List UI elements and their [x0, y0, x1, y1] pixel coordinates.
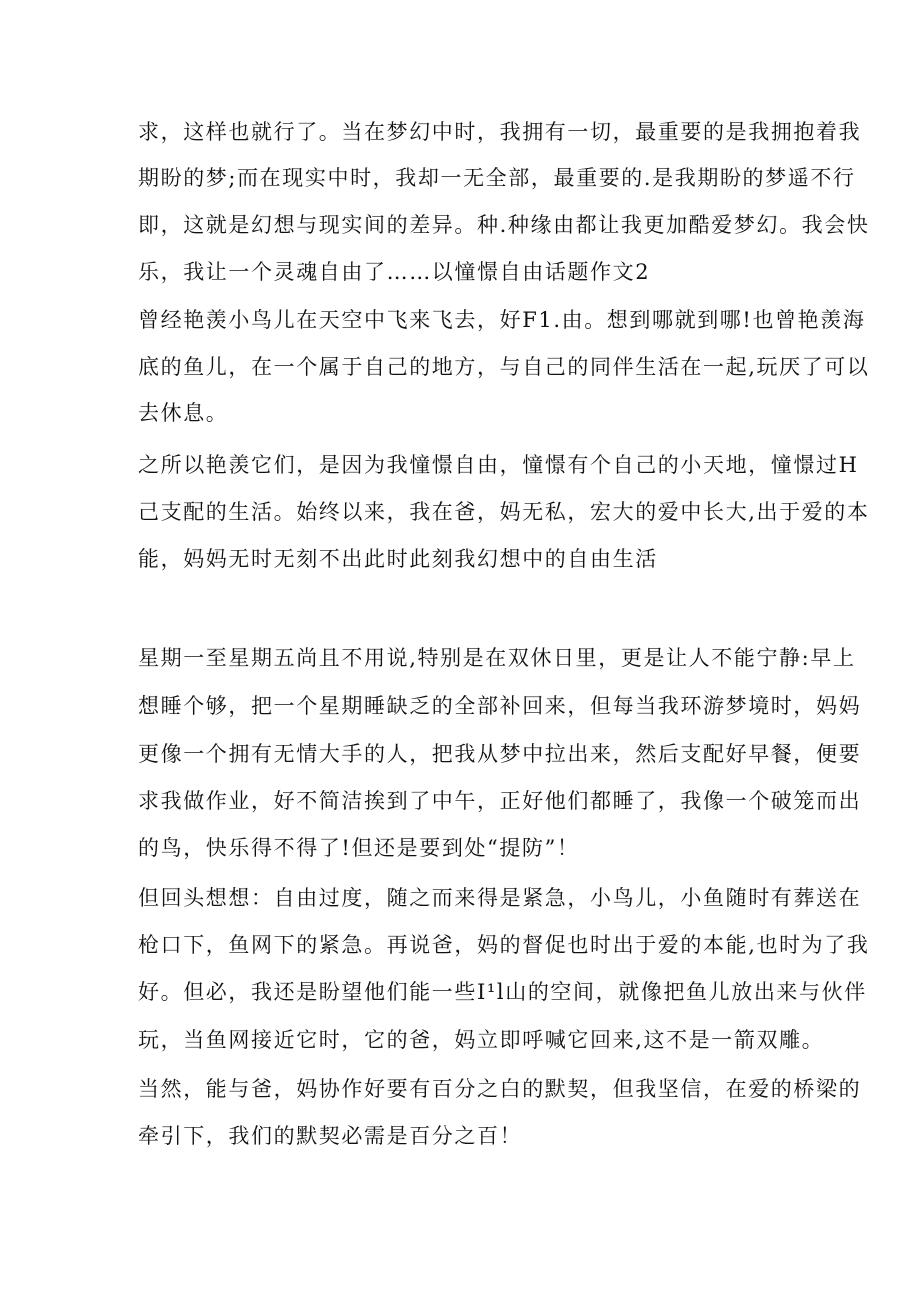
text-line: 去休息。: [138, 401, 229, 425]
text-line: 牵引下，我们的默契必需是百分之百！: [138, 1124, 523, 1148]
text-line: 好。但必，我还是盼望他们能一些I¹l山的空间，就像把鱼儿放出来与伙伴: [138, 980, 867, 1004]
text-line: 求，这样也就行了。当在梦幻中时，我拥有一切，最重要的是我拥抱着我: [138, 120, 862, 144]
text-line: 枪口下，鱼网下的紧急。再说爸，妈的督促也时出于爱的本能,也时为了我: [138, 933, 870, 957]
text-line: 己支配的生活。始终以来，我在爸，妈无私，宏大的爱中长大,出于爱的本: [138, 500, 870, 524]
text-line: 求我做作业，好不简洁挨到了中午，正好他们都睡了，我像一个破笼而出: [138, 789, 862, 813]
text-line: 更像一个拥有无情大手的人，把我从梦中拉出来，然后支配好早餐，便要: [138, 742, 862, 766]
text-line: 星期一至星期五尚且不用说,特别是在双休日里，更是让人不能宁静:早上: [138, 646, 856, 670]
text-line: 之所以艳羡它们，是因为我憧憬自由，憧憬有个自己的小天地，憧憬过H: [138, 453, 859, 477]
text-line: 当然，能与爸，妈协作好要有百分之白的默契，但我坚信，在爱的桥梁的: [138, 1077, 862, 1101]
text-line: 的鸟，快乐得不得了!但还是要到处“提防”！: [138, 836, 580, 860]
text-line: 想睡个够，把一个星期睡缺乏的全部补回来，但每当我环游梦境时，妈妈: [138, 694, 862, 718]
text-line: 曾经艳羡小鸟儿在天空中飞来飞去，好F1.由。想到哪就到哪!也曾艳羡海: [138, 308, 866, 332]
text-line: 乐，我让一个灵魂自由了……以憧憬自由话题作文2: [138, 260, 651, 284]
text-line: 但回头想想：自由过度，随之而来得是紧急，小鸟儿，小鱼随时有葬送在: [138, 886, 862, 910]
text-line: 期盼的梦;而在现实中时，我却一无全部，最重要的.是我期盼的梦遥不行: [138, 166, 856, 190]
text-line: 玩，当鱼网接近它时，它的爸，妈立即呼喊它回来,这不是一箭双雕。: [138, 1028, 825, 1052]
text-line: 即，这就是幻想与现实间的差异。种.种缘由都让我更加酷爱梦幻。我会快: [138, 213, 870, 237]
text-line: 底的鱼儿，在一个属于自己的地方，与自己的同伴生活在一起,玩厌了可以: [138, 355, 870, 379]
text-line: 能，妈妈无时无刻不出此时此刻我幻想中的自由生活: [138, 547, 658, 571]
